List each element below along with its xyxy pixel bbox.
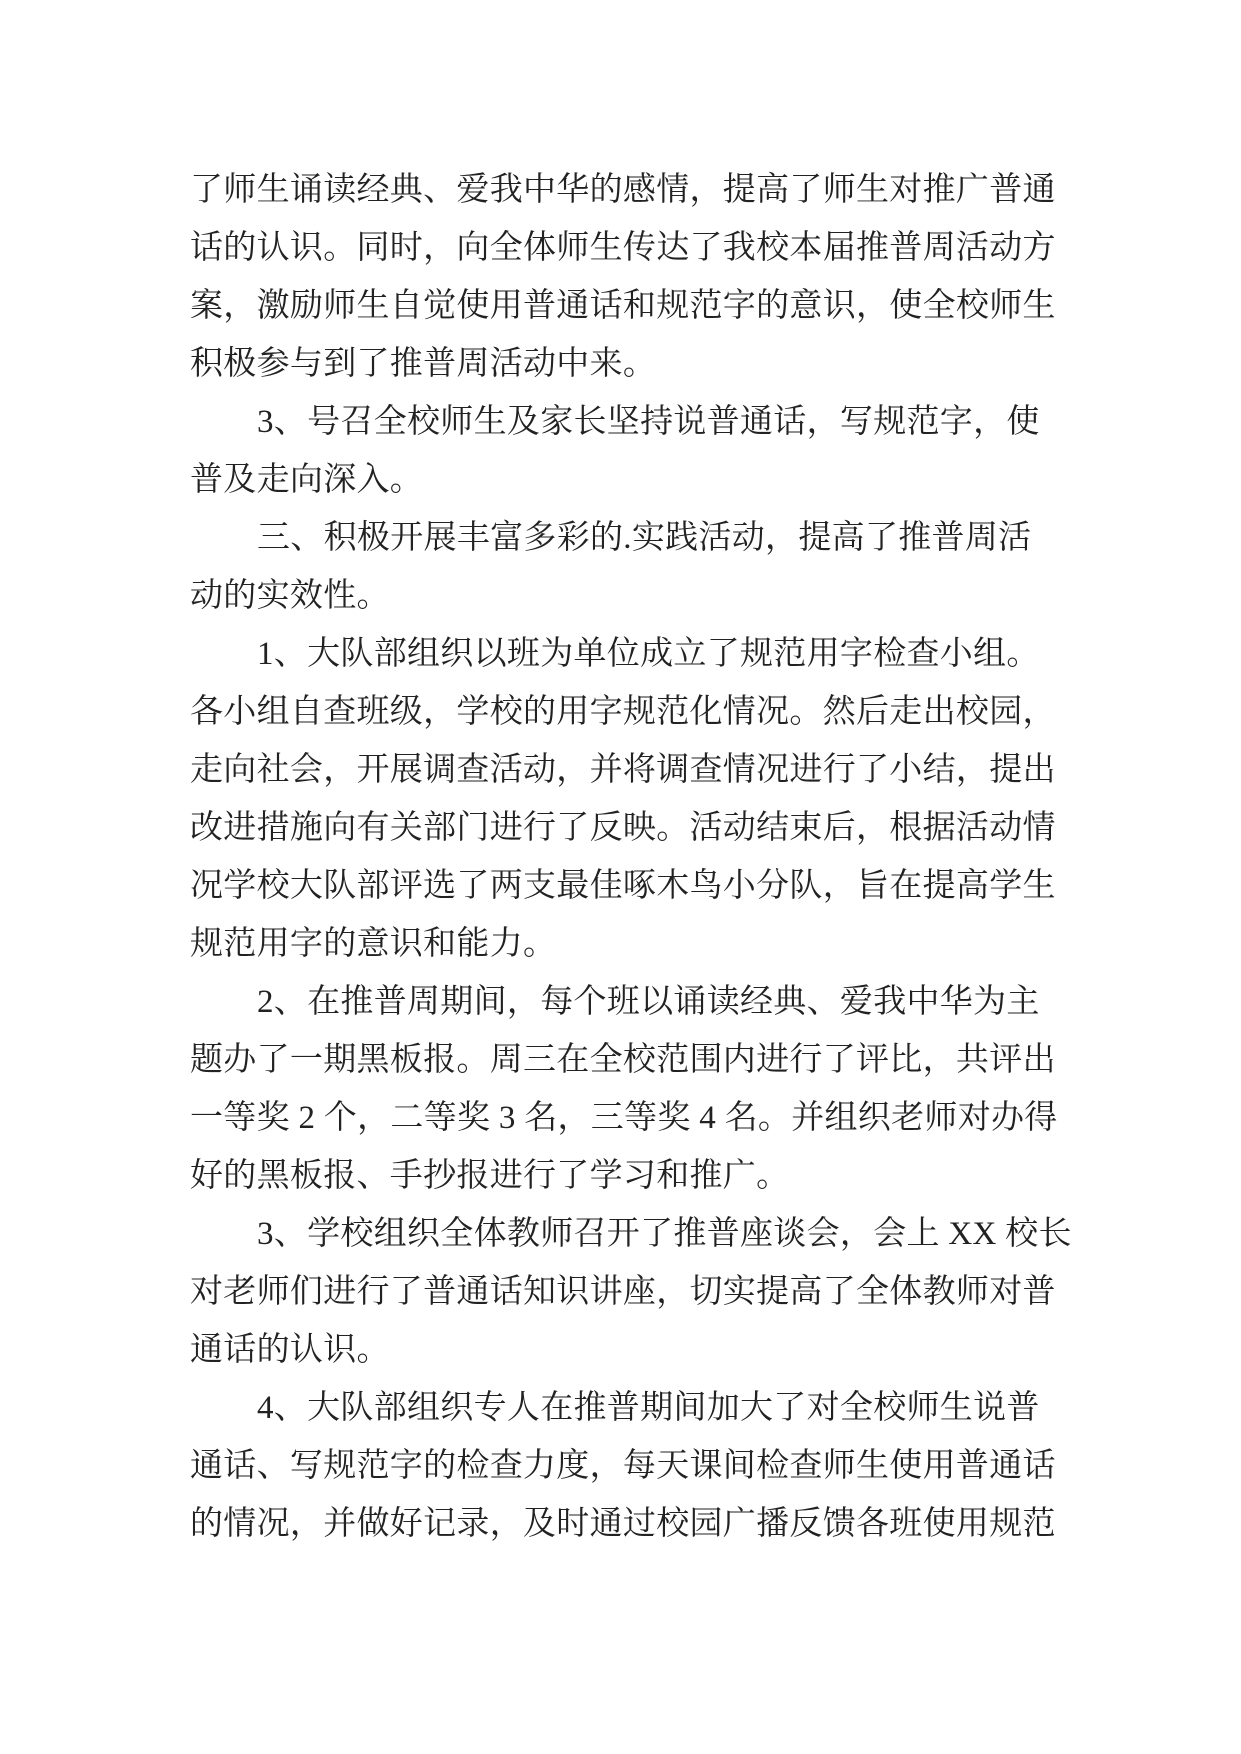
text-line: 三、积极开展丰富多彩的.实践活动，提高了推普周活	[257, 520, 1032, 556]
text-line: 对老师们进行了普通话知识讲座，切实提高了全体教师对普	[190, 1274, 1056, 1310]
text-line: 普及走向深入。	[190, 462, 424, 498]
text-line: 积极参与到了推普周活动中来。	[190, 346, 657, 382]
text-line: 2、在推普周期间，每个班以诵读经典、爱我中华为主	[257, 984, 1040, 1020]
text-line: 了师生诵读经典、爱我中华的感情，提高了师生对推广普通	[190, 172, 1056, 208]
text-line: 各小组自查班级，学校的用字规范化情况。然后走出校园，	[190, 694, 1056, 730]
text-line: 况学校大队部评选了两支最佳啄木鸟小分队，旨在提高学生	[190, 868, 1056, 904]
text-line: 题办了一期黑板报。周三在全校范围内进行了评比，共评出	[190, 1042, 1056, 1078]
text-line: 案，激励师生自觉使用普通话和规范字的意识，使全校师生	[190, 288, 1056, 324]
text-line: 一等奖 2 个，二等奖 3 名，三等奖 4 名。并组织老师对办得	[190, 1100, 1058, 1136]
text-line: 改进措施向有关部门进行了反映。活动结束后，根据活动情	[190, 810, 1056, 846]
text-line: 通话、写规范字的检查力度，每天课间检查师生使用普通话	[190, 1448, 1056, 1484]
text-line: 4、大队部组织专人在推普期间加大了对全校师生说普	[257, 1390, 1040, 1426]
text-block	[190, 161, 1074, 1553]
text-line: 好的黑板报、手抄报进行了学习和推广。	[190, 1158, 790, 1194]
text-line: 规范用字的意识和能力。	[190, 926, 557, 962]
text-line: 3、学校组织全体教师召开了推普座谈会，会上 XX 校长	[257, 1216, 1072, 1252]
text-line: 走向社会，开展调查活动，并将调查情况进行了小结，提出	[190, 752, 1056, 788]
text-line: 1、大队部组织以班为单位成立了规范用字检查小组。	[257, 636, 1040, 672]
text-line: 的情况，并做好记录，及时通过校园广播反馈各班使用规范	[190, 1506, 1056, 1542]
text-line: 通话的认识。	[190, 1332, 390, 1368]
text-line: 话的认识。同时，向全体师生传达了我校本届推普周活动方	[190, 230, 1056, 266]
text-line: 3、号召全校师生及家长坚持说普通话，写规范字，使	[257, 404, 1040, 440]
text-line: 动的实效性。	[190, 578, 390, 614]
